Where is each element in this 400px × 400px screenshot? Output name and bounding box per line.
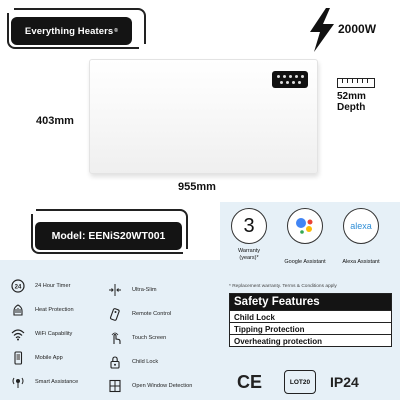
ce-mark: CE [237, 372, 263, 392]
power-rating: 2000W [338, 22, 377, 36]
feature-label: Open Window Detection [132, 383, 193, 389]
alexa-label: Alexa Assistant [342, 259, 380, 265]
mobile-app-icon [11, 351, 25, 365]
safety-features-table [229, 293, 392, 347]
open-window-detection-icon [108, 379, 122, 393]
google-assistant-label: Google Assistant [284, 259, 326, 265]
heat-protection-icon [11, 303, 25, 317]
ip24-rating: IP24 [330, 374, 359, 390]
brand-name: Everything Heaters [24, 25, 114, 37]
feature-label: Ultra-Slim [132, 287, 157, 293]
depth-label: Depth [337, 102, 366, 113]
ultra-slim-icon [108, 283, 122, 297]
depth-value: 52mm [337, 91, 366, 102]
feature-label: Remote Control [132, 311, 172, 317]
warranty-label: Warranty (years)* [237, 248, 261, 261]
safety-title: Safety Features [230, 294, 391, 310]
child-lock-icon [108, 355, 122, 369]
google-assistant-badge [287, 208, 323, 244]
wifi-icon [11, 327, 25, 341]
feature-label: Mobile App [35, 355, 63, 361]
height-dimension: 403mm [36, 115, 74, 127]
model-badge: Model: EENiS20WT001 [35, 222, 182, 250]
heater-control-panel [272, 71, 308, 88]
safety-item: Overheating protection [230, 334, 391, 346]
safety-item: Child Lock [230, 310, 391, 322]
warranty-badge [231, 208, 267, 244]
width-dimension: 955mm [178, 181, 216, 193]
feature-label: WiFi Capability [35, 331, 73, 337]
24-hour-timer-icon [11, 279, 25, 293]
lightning-bolt-icon [306, 8, 338, 52]
google-assistant-icon [293, 214, 317, 238]
remote-control-icon [108, 307, 122, 321]
alexa-logo: alexa [350, 221, 372, 231]
feature-label: 24 Hour Timer [35, 283, 71, 289]
warranty-years: 3 [243, 214, 255, 237]
lot20-badge: LOT20 [284, 370, 316, 394]
touch-screen-icon [108, 331, 122, 345]
smart-assistance-icon [11, 375, 25, 389]
feature-label: Touch Screen [132, 335, 167, 341]
depth-dimension [337, 91, 366, 113]
feature-label: Smart Assistance [35, 379, 79, 385]
ruler-icon [337, 78, 375, 88]
heater-image [89, 59, 318, 174]
brand-trademark: ® [114, 28, 119, 34]
timer-badge-text: 24 [14, 284, 22, 291]
brand-badge [11, 17, 132, 45]
warranty-footnote: * Replacement warranty. Terms & Conditions apply [229, 284, 337, 289]
feature-label: Heat Protection [35, 307, 74, 313]
feature-label: Child Lock [132, 359, 159, 365]
alexa-badge [343, 208, 379, 244]
safety-item: Tipping Protection [230, 322, 391, 334]
